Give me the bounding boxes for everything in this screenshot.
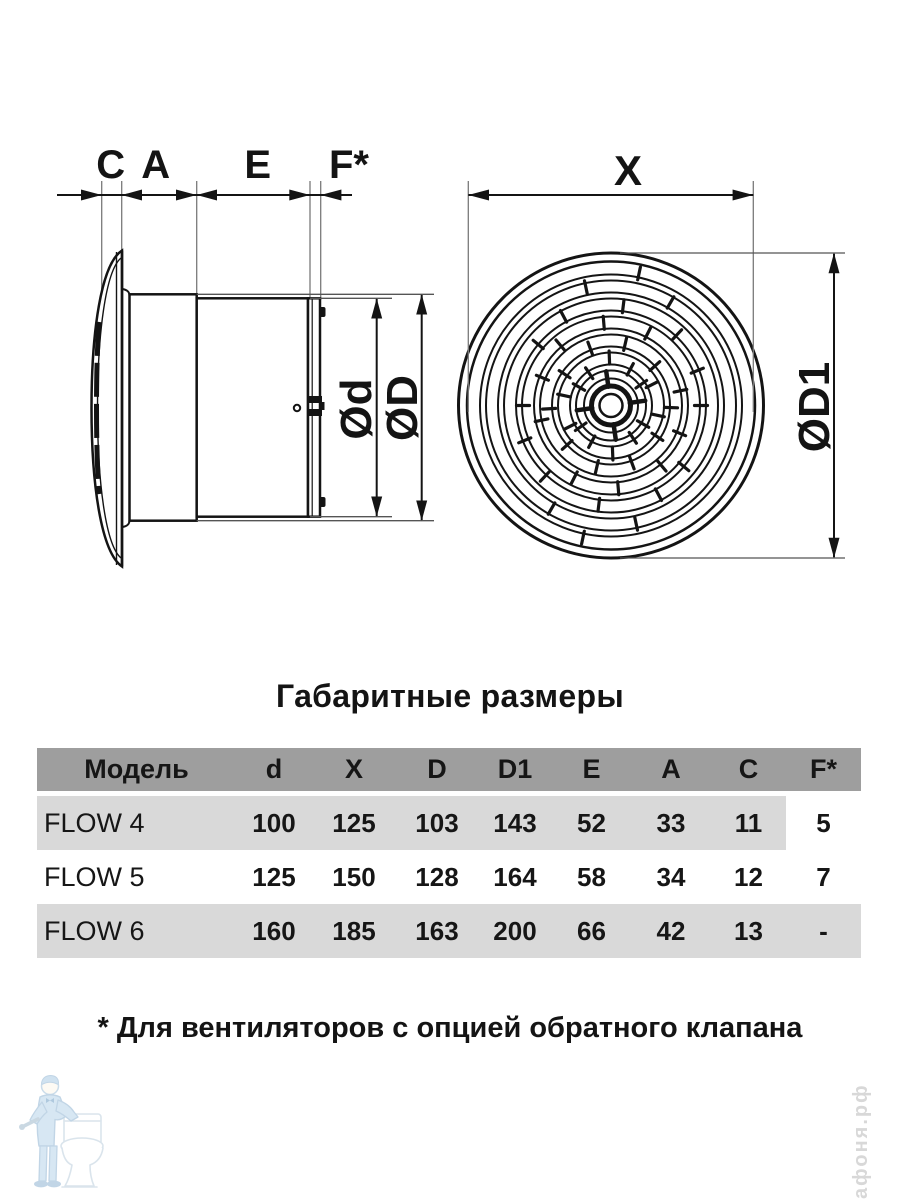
arrowhead	[122, 190, 142, 201]
col-header-D1: D1	[478, 748, 552, 791]
arrowhead	[416, 501, 427, 521]
fan-duct-end-ring	[308, 298, 320, 516]
value-F: 5	[786, 796, 861, 850]
section-title: Габаритные размеры	[276, 678, 624, 714]
value-x: 150	[312, 850, 396, 904]
grille-circle	[467, 262, 755, 550]
grille-louver-tick	[548, 503, 555, 514]
col-header-d: d	[236, 748, 312, 791]
value-d: 100	[236, 796, 312, 850]
grille-louver-tick	[609, 351, 610, 364]
plumber-shoe-right	[47, 1181, 61, 1188]
value-d: 160	[236, 904, 312, 958]
duct-hole	[294, 405, 300, 411]
grille-circle	[576, 371, 646, 441]
table-row	[37, 850, 861, 904]
value-D1: 200	[478, 904, 552, 958]
duct-latch-lower	[308, 409, 322, 416]
footnote: * Для вентиляторов с опцией обратного клапана	[97, 1012, 803, 1044]
side-view	[57, 143, 434, 567]
plumber-leg-right	[49, 1146, 57, 1181]
arrowhead	[371, 298, 382, 318]
grille-circle	[516, 311, 706, 501]
grille-louver-tick	[655, 489, 661, 501]
value-x: 185	[312, 904, 396, 958]
pipe-wrench-jaw	[19, 1124, 25, 1130]
site-watermark: афоня.рф	[850, 1083, 872, 1199]
front-view	[459, 147, 846, 558]
col-header-model: Модель	[37, 748, 236, 791]
duct-latch-upper	[308, 396, 322, 403]
grille-louver-tick	[630, 457, 635, 469]
col-header-x: X	[312, 748, 396, 791]
grille-louver-tick	[674, 389, 687, 392]
table-row	[37, 796, 861, 850]
value-A: 34	[631, 850, 711, 904]
toilet-bowl	[62, 1148, 103, 1186]
arrowhead	[197, 190, 217, 201]
grille-louver-tick	[606, 371, 608, 386]
col-header-C: C	[711, 748, 786, 791]
grille-louver-tick	[612, 447, 613, 460]
grille-circle	[540, 335, 682, 477]
arrowhead	[829, 253, 840, 273]
table-row	[37, 904, 861, 958]
value-x: 125	[312, 796, 396, 850]
arrowhead	[289, 190, 310, 201]
value-C: 12	[711, 850, 786, 904]
plumber-leg-left	[39, 1146, 47, 1181]
model-name: FLOW 4	[37, 796, 236, 850]
grille-louver-tick	[598, 498, 600, 511]
dim-label-od1: ØD1	[790, 361, 839, 453]
grille-rings	[459, 253, 764, 558]
arrowhead	[468, 190, 489, 201]
model-name: FLOW 5	[37, 850, 236, 904]
value-E: 66	[552, 904, 631, 958]
grille-circle	[558, 353, 664, 459]
model-name: FLOW 6	[37, 904, 236, 958]
plumber-toilet-logo-icon	[14, 1068, 124, 1193]
value-d: 125	[236, 850, 312, 904]
value-E: 58	[552, 850, 631, 904]
grille-circle	[570, 365, 652, 447]
grille-circle	[592, 386, 631, 425]
value-A: 33	[631, 796, 711, 850]
grille-louver-tick	[577, 408, 592, 410]
col-header-A: A	[631, 748, 711, 791]
duct-clip-top	[319, 307, 326, 317]
grille-louver-tick	[614, 424, 616, 439]
grille-louver-tick	[564, 423, 576, 429]
col-header-F: F*	[786, 748, 861, 791]
value-A: 42	[631, 904, 711, 958]
dim-label-od-big: ØD	[378, 375, 427, 441]
dimensions-table	[37, 748, 861, 958]
arrowhead	[176, 190, 197, 201]
grille-louver-tick	[646, 382, 658, 388]
grille-circle	[522, 317, 700, 495]
dim-label-x: X	[613, 147, 643, 194]
grille-circle	[498, 293, 724, 519]
grille-louver-tick	[667, 297, 674, 308]
grille-louver-tick	[618, 482, 619, 495]
table-header-row	[37, 748, 861, 791]
arrowhead	[416, 294, 427, 314]
dim-label-c: C	[96, 143, 126, 187]
value-F: 7	[786, 850, 861, 904]
arrowhead	[733, 190, 754, 201]
grille-circle	[504, 299, 718, 513]
grille-louver-tick	[622, 300, 624, 313]
dim-label-e: E	[244, 143, 272, 187]
fan-duct	[197, 298, 308, 516]
arrowhead	[829, 538, 840, 558]
value-C: 11	[711, 796, 786, 850]
grille-louver-tick	[630, 401, 645, 403]
value-F: -	[786, 904, 861, 958]
value-D: 163	[396, 904, 478, 958]
col-header-D: D	[396, 748, 478, 791]
arrowhead	[81, 190, 102, 201]
dim-label-a: A	[141, 143, 171, 187]
value-E: 52	[552, 796, 631, 850]
grille-louver-tick	[603, 316, 604, 329]
fan-body	[130, 294, 197, 520]
arrowhead	[371, 497, 382, 517]
grille-louver-tick	[588, 342, 593, 354]
col-header-E: E	[552, 748, 631, 791]
value-C: 13	[711, 904, 786, 958]
value-D: 103	[396, 796, 478, 850]
grille-louver-tick	[561, 311, 567, 323]
grille-louver-tick	[543, 408, 556, 409]
value-D1: 164	[478, 850, 552, 904]
grille-louver-tick	[535, 419, 548, 422]
dim-label-f-star: F*	[329, 143, 369, 187]
arrowhead	[321, 190, 342, 201]
dim-label-od-small: Ød	[332, 378, 381, 440]
value-D: 128	[396, 850, 478, 904]
grille-circle	[600, 394, 623, 417]
value-D1: 143	[478, 796, 552, 850]
duct-latch-tab	[319, 402, 325, 410]
duct-clip-bottom	[319, 497, 326, 507]
plumber-shoe-left	[34, 1181, 48, 1188]
